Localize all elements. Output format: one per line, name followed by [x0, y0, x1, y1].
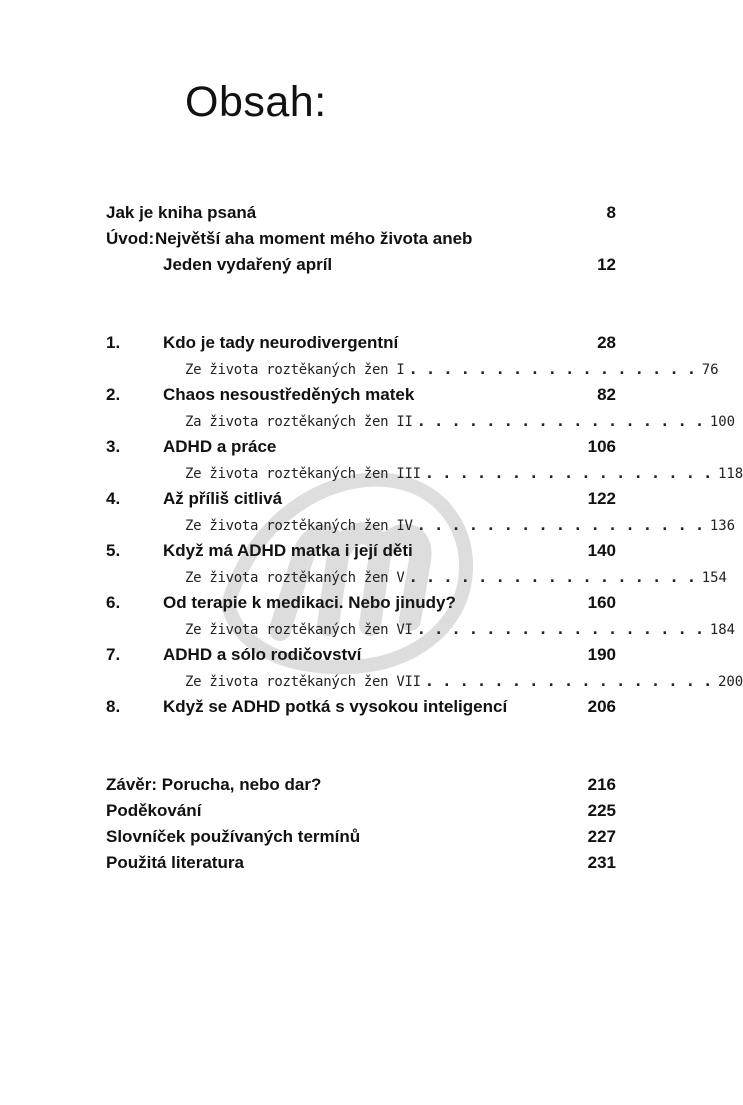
- toc-entry-label: Poděkování: [106, 801, 202, 820]
- toc-entry-number: 3.: [106, 437, 121, 456]
- toc-entry-label: Použitá literatura: [106, 853, 244, 872]
- toc-chapter-1[interactable]: [106, 333, 616, 357]
- toc-chapter-8[interactable]: [106, 697, 616, 721]
- toc-entry-label: Slovníček používaných termínů: [106, 827, 361, 846]
- toc-subentry-label: Ze života roztěkaných žen III: [185, 466, 421, 482]
- toc-entry-label: Když se ADHD potká s vysokou inteligencí: [163, 697, 508, 716]
- toc-page-number: 160: [587, 593, 616, 612]
- toc-page-number: 190: [587, 645, 616, 664]
- toc-entry-number: Úvod:: [106, 229, 155, 248]
- toc-page-number: 76: [701, 362, 719, 378]
- toc-entry-number: 5.: [106, 541, 121, 560]
- toc-subentry-label: Ze života roztěkaných žen IV: [185, 518, 413, 534]
- leader-dots: . . . . . . . . . . . . . . . . .: [418, 622, 706, 638]
- toc-page-number: 100: [709, 414, 736, 430]
- toc-entry-label: Závěr: Porucha, nebo dar?: [106, 775, 322, 794]
- toc-page-number: 140: [587, 541, 616, 560]
- toc-subentry-7[interactable]: [185, 670, 743, 694]
- toc-entry-label: ADHD a sólo rodičovství: [163, 645, 362, 664]
- toc-entry-number: 6.: [106, 593, 121, 612]
- toc-entry-label: Od terapie k medikaci. Nebo jinudy?: [163, 593, 456, 612]
- toc-entry-label: Jak je kniha psaná: [106, 203, 257, 222]
- toc-entry-conclusion[interactable]: [106, 775, 616, 799]
- toc-page-number: 106: [587, 437, 616, 456]
- toc-subentry-label: Ze života roztěkaných žen VI: [185, 622, 413, 638]
- leader-dots: . . . . . . . . . . . . . . . . .: [426, 466, 714, 482]
- toc-subentry-label: Za života roztěkaných žen II: [185, 414, 413, 430]
- toc-page-number: 231: [587, 853, 616, 872]
- toc-subentry-label: Ze života roztěkaných žen VII: [185, 674, 421, 690]
- toc-subentry-1[interactable]: [185, 358, 719, 382]
- toc-subentry-5[interactable]: [185, 566, 727, 590]
- toc-page-number: 136: [709, 518, 736, 534]
- toc-page-number: 122: [587, 489, 616, 508]
- leader-dots: . . . . . . . . . . . . . . . . .: [426, 674, 714, 690]
- leader-dots: . . . . . . . . . . . . . . . . .: [418, 414, 706, 430]
- toc-subentry-2[interactable]: [185, 410, 736, 434]
- toc-entry-how-written[interactable]: [106, 203, 616, 227]
- toc-entry-bibliography[interactable]: [106, 853, 616, 877]
- toc-subentry-6[interactable]: [185, 618, 736, 642]
- toc-chapter-6[interactable]: [106, 593, 616, 617]
- toc-entry-acknowledgements[interactable]: [106, 801, 616, 825]
- toc-page-number: 200: [717, 674, 743, 690]
- toc-subentry-label: Ze života roztěkaných žen V: [185, 570, 405, 586]
- toc-page-number: 154: [701, 570, 727, 586]
- toc-page-number: 227: [587, 827, 616, 846]
- toc-entry-number: 8.: [106, 697, 121, 716]
- toc-page-number: 118: [717, 466, 743, 482]
- toc-entry-label: Až příliš citlivá: [163, 489, 283, 508]
- toc-subentry-3[interactable]: [185, 462, 743, 486]
- toc-chapter-2[interactable]: [106, 385, 616, 409]
- toc-subentry-4[interactable]: [185, 514, 736, 538]
- toc-page-number: 216: [587, 775, 616, 794]
- toc-page-number: 28: [597, 333, 616, 352]
- toc-entry-label: Největší aha moment mého života aneb: [155, 229, 473, 248]
- toc-subentry-label: Ze života roztěkaných žen I: [185, 362, 405, 378]
- toc-page-number: 82: [597, 385, 616, 404]
- toc-chapter-4[interactable]: [106, 489, 616, 513]
- toc-entry-label: Jeden vydařený apríl: [163, 255, 333, 274]
- toc-chapter-5[interactable]: [106, 541, 616, 565]
- toc-chapter-7[interactable]: [106, 645, 616, 669]
- leader-dots: . . . . . . . . . . . . . . . . .: [410, 362, 698, 378]
- toc-entry-label: Kdo je tady neurodivergentní: [163, 333, 399, 352]
- toc-page-number: 8: [606, 203, 616, 222]
- toc-page-number: 12: [597, 255, 616, 274]
- leader-dots: . . . . . . . . . . . . . . . . .: [410, 570, 698, 586]
- toc-entry-label: Když má ADHD matka i její děti: [163, 541, 413, 560]
- toc-entry-number: 7.: [106, 645, 121, 664]
- page-title: Obsah:: [185, 78, 327, 126]
- toc-entry-glossary[interactable]: [106, 827, 616, 851]
- toc-page-number: 206: [587, 697, 616, 716]
- toc-chapter-3[interactable]: [106, 437, 616, 461]
- toc-entry-label: ADHD a práce: [163, 437, 277, 456]
- toc-entry-intro-continued[interactable]: [106, 255, 616, 279]
- toc-page-number: 225: [587, 801, 616, 820]
- toc-entry-number: 2.: [106, 385, 121, 404]
- toc-entry-intro[interactable]: [106, 229, 616, 253]
- toc-entry-number: 4.: [106, 489, 121, 508]
- toc-entry-number: 1.: [106, 333, 121, 352]
- leader-dots: . . . . . . . . . . . . . . . . .: [418, 518, 706, 534]
- toc-entry-label: Chaos nesoustředěných matek: [163, 385, 415, 404]
- toc-page-number: 184: [709, 622, 736, 638]
